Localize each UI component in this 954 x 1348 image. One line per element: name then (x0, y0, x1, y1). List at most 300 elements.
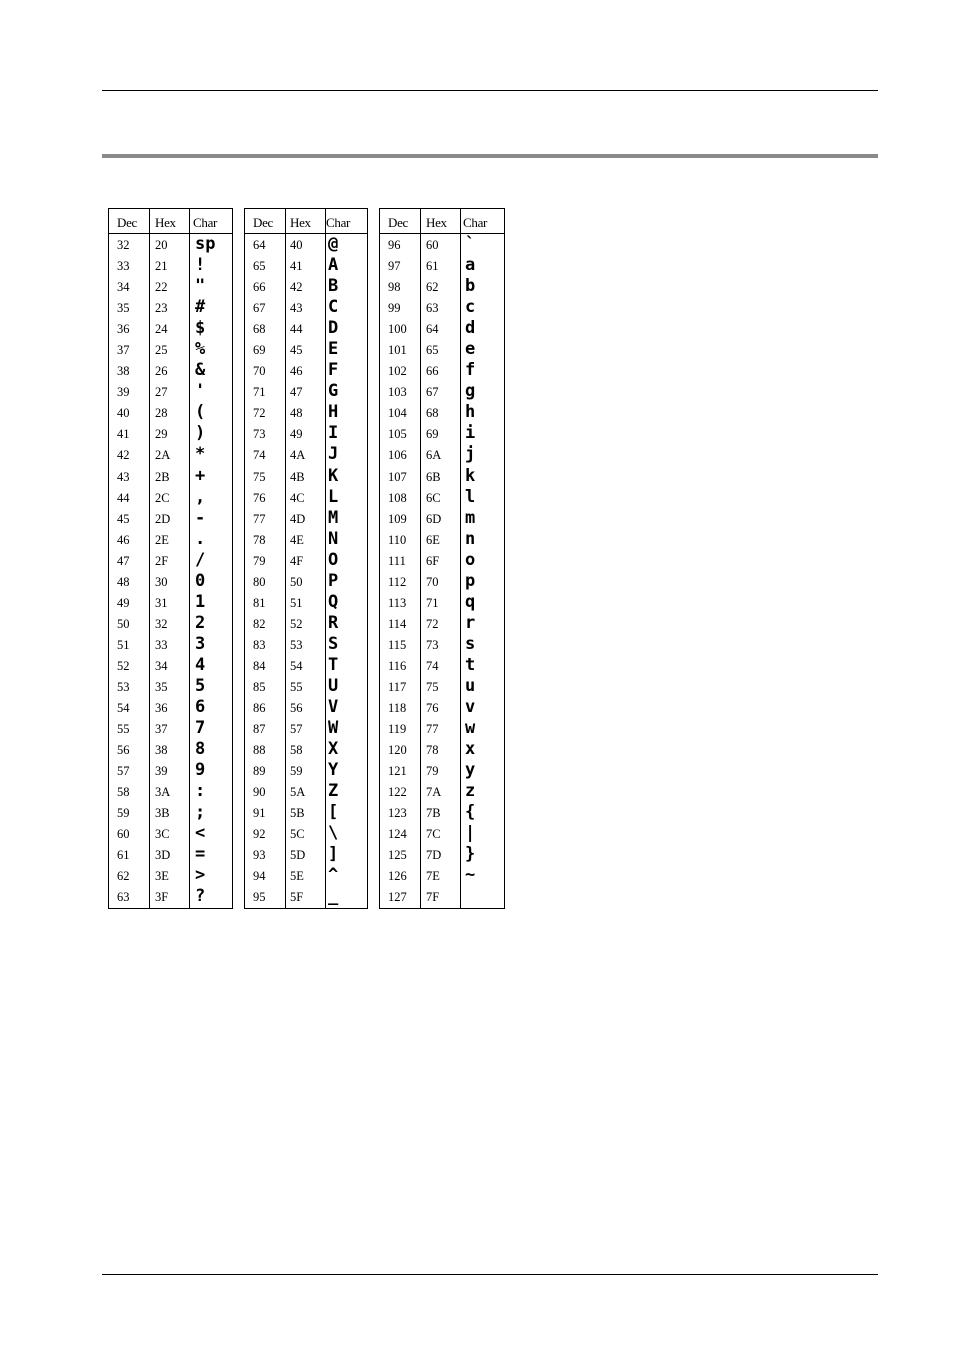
hex-cell: 6C (426, 490, 441, 505)
table-row (245, 235, 367, 256)
table-row (109, 845, 232, 866)
hex-cell: 6E (426, 532, 440, 547)
hex-cell: 41 (290, 259, 303, 274)
hex-cell: 65 (426, 343, 439, 358)
char-cell: E (328, 339, 339, 360)
dec-cell: 35 (117, 301, 130, 316)
table-row (245, 277, 367, 298)
table-row (109, 761, 232, 782)
dec-cell: 34 (117, 280, 130, 295)
char-cell: ? (195, 886, 206, 907)
footer-rule (102, 1274, 878, 1275)
dec-cell: 77 (253, 511, 266, 526)
hex-cell: 61 (426, 259, 439, 274)
dec-cell: 114 (388, 616, 407, 631)
char-cell: a (465, 255, 476, 276)
table-row (380, 445, 504, 466)
table-row (109, 488, 232, 509)
char-cell: z (465, 781, 476, 802)
hex-cell: 47 (290, 385, 303, 400)
dec-cell: 37 (117, 343, 130, 358)
table-row (245, 256, 367, 277)
hex-cell: 76 (426, 701, 439, 716)
dec-cell: 98 (388, 280, 401, 295)
dec-cell: 109 (388, 511, 407, 526)
hex-cell: 6A (426, 448, 442, 463)
dec-cell: 111 (388, 553, 406, 568)
hex-cell: 55 (290, 679, 303, 694)
table-row (109, 361, 232, 382)
table-row (109, 698, 232, 719)
table-row (245, 677, 367, 698)
char-cell: B (328, 276, 339, 297)
table-row (380, 719, 504, 740)
char-cell: f (465, 360, 476, 381)
table-row (380, 614, 504, 635)
table-row (245, 445, 367, 466)
table-row (380, 698, 504, 719)
table-row (109, 467, 232, 488)
char-cell: p (465, 570, 476, 591)
hex-cell: 54 (290, 658, 303, 673)
char-cell: ; (195, 802, 206, 823)
table-row (380, 424, 504, 445)
dec-cell: 93 (253, 848, 266, 863)
table-row (109, 614, 232, 635)
table-row (109, 635, 232, 656)
hex-cell: 2F (155, 553, 169, 568)
hex-cell: 3A (155, 785, 171, 800)
dec-cell: 72 (253, 406, 266, 421)
hex-cell: 62 (426, 280, 439, 295)
dec-cell: 126 (388, 869, 407, 884)
table-row (380, 298, 504, 319)
hex-cell: 2E (155, 532, 169, 547)
char-cell: & (195, 360, 206, 381)
hex-cell: 2D (155, 511, 171, 526)
char-cell: q (465, 591, 476, 612)
hex-cell: 3F (155, 890, 169, 905)
char-cell: Z (328, 781, 339, 802)
table-row (245, 656, 367, 677)
char-cell: 0 (195, 570, 206, 591)
char-cell: 4 (195, 654, 206, 675)
dec-cell: 87 (253, 722, 266, 737)
dec-cell: 43 (117, 469, 130, 484)
char-cell: ~ (465, 865, 476, 886)
char-cell: S (328, 633, 339, 654)
dec-cell: 117 (388, 679, 407, 694)
hex-cell: 6F (426, 553, 440, 568)
header-separator (380, 233, 504, 234)
hex-cell: 68 (426, 406, 439, 421)
hex-cell: 2A (155, 448, 171, 463)
header-char: Char (326, 215, 351, 230)
char-cell: ' (195, 381, 206, 402)
hex-cell: 50 (290, 574, 303, 589)
char-cell: } (465, 844, 476, 865)
char-cell: 5 (195, 675, 206, 696)
header-hex: Hex (290, 215, 311, 230)
dec-cell: 85 (253, 679, 266, 694)
hex-cell: 5B (290, 806, 305, 821)
hex-cell: 70 (426, 574, 439, 589)
hex-cell: 4F (290, 553, 304, 568)
hex-cell: 25 (155, 343, 168, 358)
dec-cell: 59 (117, 806, 130, 821)
table-row (380, 382, 504, 403)
char-cell: | (465, 823, 476, 844)
dec-cell: 63 (117, 890, 130, 905)
table-row (245, 782, 367, 803)
char-cell: w (465, 718, 476, 739)
table-row (109, 340, 232, 361)
table-row (380, 361, 504, 382)
char-cell: * (195, 444, 206, 465)
hex-cell: 59 (290, 764, 303, 779)
char-cell: 6 (195, 697, 206, 718)
char-cell: b (465, 276, 476, 297)
table-row (380, 635, 504, 656)
ascii-table-3 (379, 208, 505, 909)
header-char: Char (193, 215, 218, 230)
dec-cell: 121 (388, 764, 407, 779)
dec-cell: 92 (253, 827, 266, 842)
char-cell: ) (195, 423, 206, 444)
table-row (109, 424, 232, 445)
dec-cell: 62 (117, 869, 130, 884)
hex-cell: 36 (155, 701, 168, 716)
dec-cell: 116 (388, 658, 407, 673)
hex-cell: 5F (290, 890, 304, 905)
table-row (109, 530, 232, 551)
table-row (380, 277, 504, 298)
dec-cell: 71 (253, 385, 266, 400)
table-row (109, 509, 232, 530)
table-row (245, 509, 367, 530)
table-row (109, 803, 232, 824)
dec-cell: 49 (117, 595, 130, 610)
dec-cell: 102 (388, 364, 407, 379)
table-row (380, 740, 504, 761)
dec-cell: 88 (253, 743, 266, 758)
header-dec: Dec (388, 215, 409, 230)
hex-cell: 42 (290, 280, 303, 295)
char-cell: G (328, 381, 339, 402)
char-cell: X (328, 739, 339, 760)
char-cell: sp (195, 234, 216, 254)
table-row (109, 319, 232, 340)
char-cell: ^ (328, 865, 339, 886)
hex-cell: 32 (155, 616, 168, 631)
char-cell: i (465, 423, 476, 444)
hex-cell: 53 (290, 637, 303, 652)
dec-cell: 47 (117, 553, 130, 568)
table-body (380, 235, 504, 909)
table-row (109, 866, 232, 887)
table-row (380, 887, 504, 908)
hex-cell: 71 (426, 595, 439, 610)
table-row (380, 467, 504, 488)
hex-cell: 44 (290, 322, 303, 337)
hex-cell: 3E (155, 869, 169, 884)
table-row (380, 803, 504, 824)
ascii-table-2 (244, 208, 368, 909)
hex-cell: 77 (426, 722, 439, 737)
char-cell: . (195, 528, 206, 549)
hex-cell: 33 (155, 637, 168, 652)
dec-cell: 86 (253, 701, 266, 716)
char-cell: 9 (195, 760, 206, 781)
hex-cell: 40 (290, 238, 303, 252)
table-row (109, 551, 232, 572)
hex-cell: 3B (155, 806, 170, 821)
dec-cell: 119 (388, 722, 407, 737)
hex-cell: 39 (155, 764, 168, 779)
dec-cell: 61 (117, 848, 130, 863)
dec-cell: 64 (253, 238, 266, 252)
char-cell: # (195, 297, 206, 318)
header-separator (245, 233, 367, 234)
table-row (245, 887, 367, 908)
table-row (109, 719, 232, 740)
char-cell: s (465, 633, 476, 654)
dec-cell: 81 (253, 595, 266, 610)
hex-cell: 31 (155, 595, 168, 610)
hex-cell: 56 (290, 701, 303, 716)
char-cell: I (328, 423, 339, 444)
char-cell: u (465, 675, 476, 696)
dec-cell: 105 (388, 427, 407, 442)
char-cell: n (465, 528, 476, 549)
table-row (245, 740, 367, 761)
table-row (109, 887, 232, 908)
dec-cell: 42 (117, 448, 130, 463)
char-cell: r (465, 612, 476, 633)
hex-cell: 66 (426, 364, 439, 379)
dec-cell: 82 (253, 616, 266, 631)
dec-cell: 52 (117, 658, 130, 673)
hex-cell: 29 (155, 427, 168, 442)
char-cell: V (328, 697, 339, 718)
char-cell: , (195, 486, 206, 507)
table-row (380, 782, 504, 803)
dec-cell: 50 (117, 616, 130, 631)
dec-cell: 65 (253, 259, 266, 274)
hex-cell: 21 (155, 259, 168, 274)
table-row (109, 445, 232, 466)
char-cell: = (195, 844, 206, 865)
table-row (109, 235, 232, 256)
table-row (380, 340, 504, 361)
table-row (245, 340, 367, 361)
dec-cell: 36 (117, 322, 130, 337)
hex-cell: 57 (290, 722, 303, 737)
char-cell: + (195, 465, 206, 486)
dec-cell: 76 (253, 490, 266, 505)
dec-cell: 120 (388, 743, 407, 758)
hex-cell: 5D (290, 848, 306, 863)
char-cell: 3 (195, 633, 206, 654)
table-row (109, 256, 232, 277)
char-cell: / (195, 549, 206, 570)
table-row (245, 530, 367, 551)
table-row (109, 656, 232, 677)
hex-cell: 23 (155, 301, 168, 316)
dec-cell: 53 (117, 679, 130, 694)
hex-cell: 46 (290, 364, 303, 379)
hex-cell: 2C (155, 490, 170, 505)
hex-cell: 6D (426, 511, 442, 526)
dec-cell: 60 (117, 827, 130, 842)
dec-cell: 90 (253, 785, 266, 800)
dec-cell: 95 (253, 890, 266, 905)
dec-cell: 57 (117, 764, 130, 779)
dec-cell: 104 (388, 406, 407, 421)
table-row (245, 635, 367, 656)
header-dec: Dec (117, 215, 138, 230)
hex-cell: 7B (426, 806, 441, 821)
dec-cell: 112 (388, 574, 407, 589)
dec-cell: 40 (117, 406, 130, 421)
section-divider (102, 154, 878, 158)
table-row (380, 572, 504, 593)
hex-cell: 4E (290, 532, 304, 547)
dec-cell: 75 (253, 469, 266, 484)
dec-cell: 94 (253, 869, 266, 884)
dec-cell: 38 (117, 364, 130, 379)
hex-cell: 35 (155, 679, 168, 694)
char-cell: ` (465, 234, 476, 254)
table-row (245, 824, 367, 845)
dec-cell: 41 (117, 427, 130, 442)
char-cell: @ (328, 234, 339, 254)
dec-cell: 66 (253, 280, 266, 295)
table-row (245, 488, 367, 509)
char-cell: y (465, 760, 476, 781)
table-row (109, 677, 232, 698)
char-cell: L (328, 486, 339, 507)
char-cell: P (328, 570, 339, 591)
char-cell: D (328, 318, 339, 339)
char-cell: O (328, 549, 339, 570)
hex-cell: 79 (426, 764, 439, 779)
table-row (245, 866, 367, 887)
dec-cell: 110 (388, 532, 407, 547)
dec-cell: 99 (388, 301, 401, 316)
char-cell: F (328, 360, 339, 381)
dec-cell: 39 (117, 385, 130, 400)
hex-cell: 5A (290, 785, 306, 800)
dec-cell: 67 (253, 301, 266, 316)
char-cell: j (465, 444, 476, 465)
dec-cell: 91 (253, 806, 266, 821)
dec-cell: 33 (117, 259, 130, 274)
char-cell: c (465, 297, 476, 318)
hex-cell: 30 (155, 574, 168, 589)
table-body (109, 235, 232, 909)
hex-cell: 43 (290, 301, 303, 316)
char-cell: ( (195, 402, 206, 423)
char-cell: v (465, 697, 476, 718)
table-row (245, 593, 367, 614)
hex-cell: 3D (155, 848, 171, 863)
table-row (380, 235, 504, 256)
char-cell: k (465, 465, 476, 486)
hex-cell: 7E (426, 869, 440, 884)
char-cell: m (465, 507, 476, 528)
dec-cell: 84 (253, 658, 266, 673)
table-row (380, 509, 504, 530)
table-row (245, 551, 367, 572)
dec-cell: 32 (117, 238, 130, 252)
header-hex: Hex (155, 215, 176, 230)
char-cell: t (465, 654, 476, 675)
table-row (380, 866, 504, 887)
char-cell: T (328, 654, 339, 675)
table-row (245, 761, 367, 782)
hex-cell: 27 (155, 385, 168, 400)
hex-cell: 63 (426, 301, 439, 316)
hex-cell: 60 (426, 238, 439, 252)
table-row (380, 824, 504, 845)
hex-cell: 4D (290, 511, 306, 526)
hex-cell: 3C (155, 827, 170, 842)
dec-cell: 48 (117, 574, 130, 589)
dec-cell: 70 (253, 364, 266, 379)
hex-cell: 4C (290, 490, 305, 505)
hex-cell: 67 (426, 385, 439, 400)
hex-cell: 52 (290, 616, 303, 631)
char-cell: > (195, 865, 206, 886)
table-row (245, 719, 367, 740)
table-row (245, 698, 367, 719)
char-cell: 8 (195, 739, 206, 760)
dec-cell: 51 (117, 637, 130, 652)
dec-cell: 74 (253, 448, 266, 463)
hex-cell: 48 (290, 406, 303, 421)
table-row (245, 298, 367, 319)
table-row (380, 845, 504, 866)
hex-cell: 58 (290, 743, 303, 758)
hex-cell: 51 (290, 595, 303, 610)
char-cell: Q (328, 591, 339, 612)
hex-cell: 4B (290, 469, 305, 484)
char-cell: % (195, 339, 206, 360)
dec-cell: 106 (388, 448, 407, 463)
dec-cell: 78 (253, 532, 266, 547)
hex-cell: 72 (426, 616, 439, 631)
char-cell: d (465, 318, 476, 339)
table-row (245, 382, 367, 403)
table-row (380, 319, 504, 340)
char-cell: J (328, 444, 339, 465)
char-cell: h (465, 402, 476, 423)
char-cell: o (465, 549, 476, 570)
hex-cell: 20 (155, 238, 168, 252)
dec-cell: 96 (388, 238, 401, 252)
table-row (109, 298, 232, 319)
char-cell: 7 (195, 718, 206, 739)
char-cell: $ (195, 318, 206, 339)
table-row (245, 803, 367, 824)
dec-cell: 100 (388, 322, 407, 337)
ascii-table-1 (108, 208, 233, 909)
hex-cell: 45 (290, 343, 303, 358)
hex-cell: 34 (155, 658, 168, 673)
char-cell: H (328, 402, 339, 423)
char-cell: \ (328, 823, 339, 844)
